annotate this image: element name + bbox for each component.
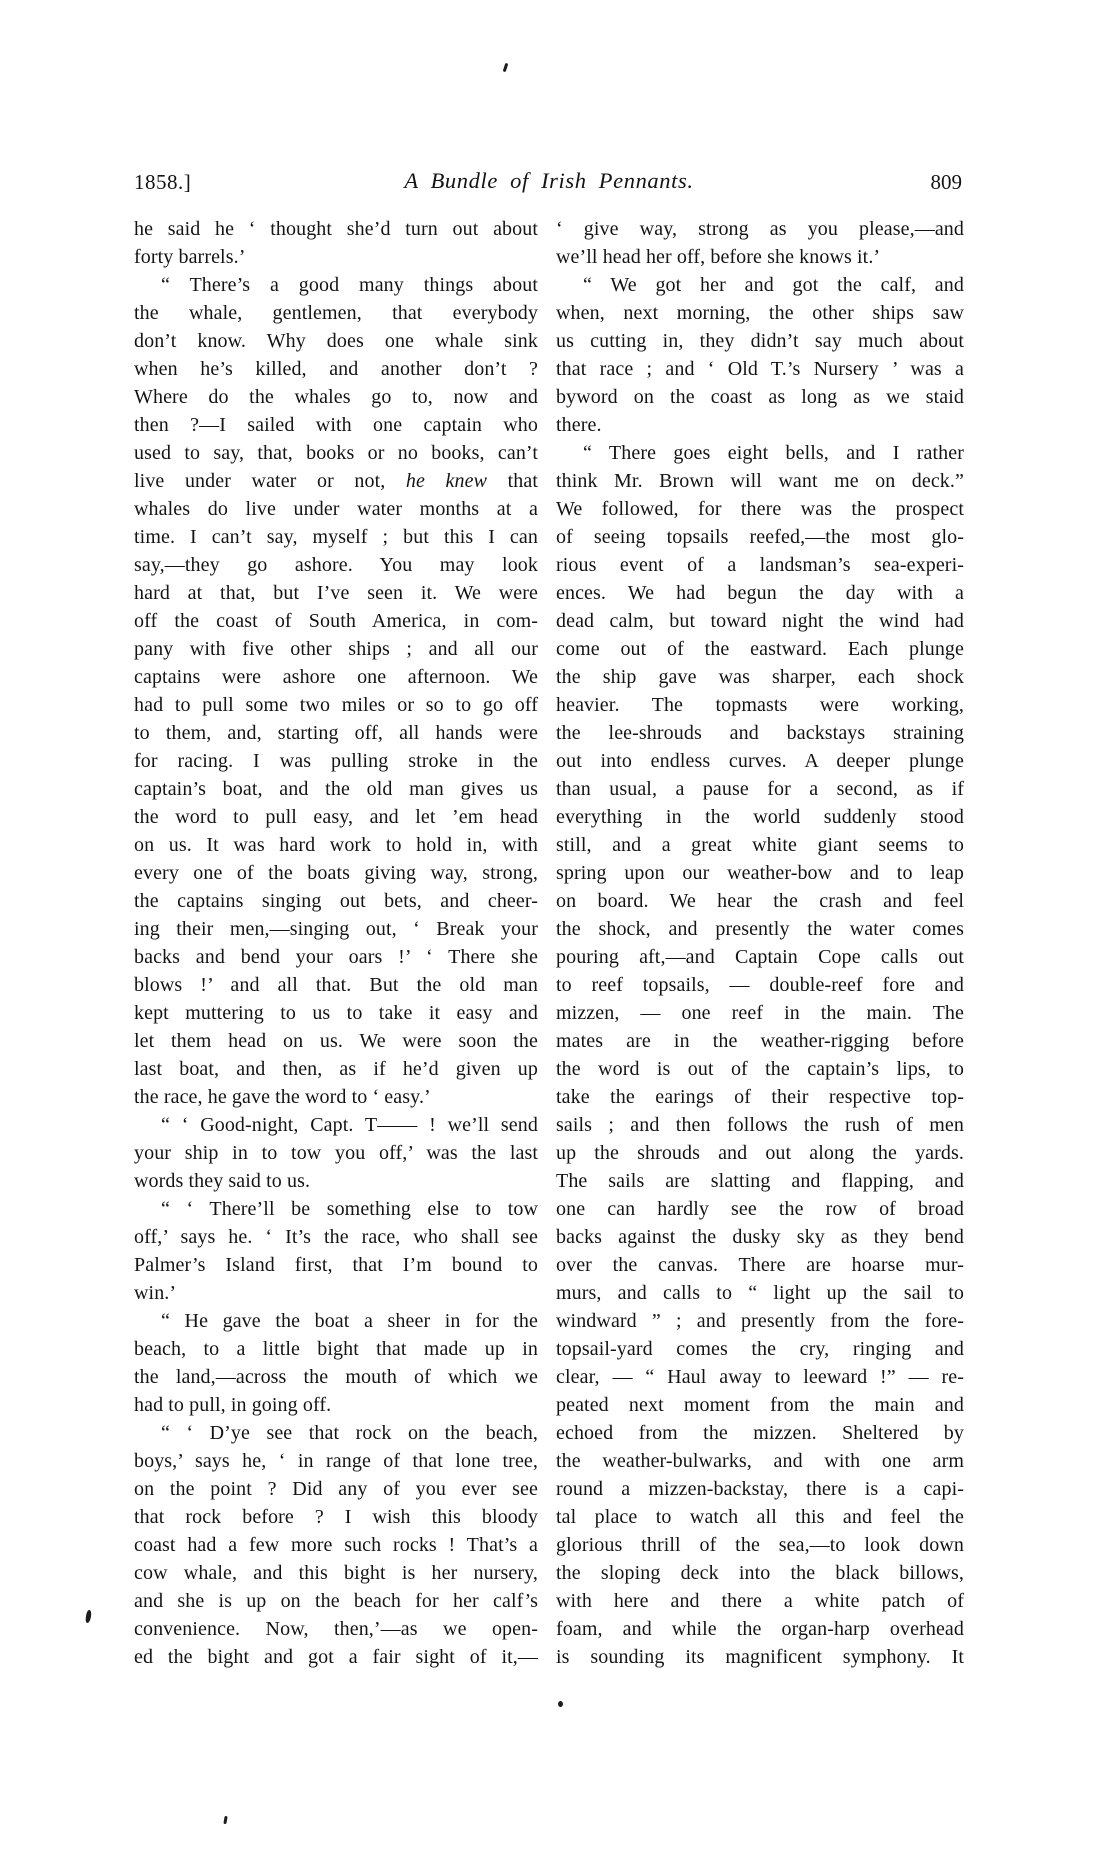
- text-line: to reef topsails, — double-reef fore and: [556, 974, 964, 996]
- text-line: ed the bight and got a fair sight of it,—: [134, 1646, 538, 1668]
- text-line: the word to pull easy, and let ’em head: [134, 806, 538, 828]
- text-line: of seeing topsails reefed,—the most glo-: [556, 526, 964, 548]
- text-line: We followed, for there was the prospect: [556, 498, 964, 520]
- text-line: had to pull, in going off.: [134, 1394, 332, 1416]
- text-line: words they said to us.: [134, 1170, 311, 1192]
- text-line: off,’ says he. ‘ It’s the race, who shall see: [134, 1226, 538, 1248]
- text-line: ‘ give way, strong as you please,—and: [556, 218, 964, 240]
- text-line: for racing. I was pulling stroke in the: [134, 750, 538, 772]
- text-line: mates are in the weather-rigging before: [556, 1030, 964, 1052]
- paragraph: [134, 1307, 538, 1419]
- text-line: Where do the whales go to, now and: [134, 386, 538, 408]
- text-line: take the earings of their respective top-: [556, 1086, 964, 1108]
- text-line: come out of the eastward. Each plunge: [556, 638, 964, 660]
- text-line: with here and there a white patch of: [556, 1590, 964, 1612]
- text-line: the ship gave was sharper, each shock: [556, 666, 964, 688]
- text-line: is sounding its magnificent symphony. It: [556, 1646, 964, 1668]
- text-line: think Mr. Brown will want me on deck.”: [556, 470, 964, 492]
- text-line: every one of the boats giving way, strong,: [134, 862, 538, 884]
- text-line: “ ‘ D’ye see that rock on the beach,: [161, 1422, 538, 1444]
- text-line: the captains singing out bets, and cheer-: [134, 890, 538, 912]
- header-year: 1858.]: [134, 170, 192, 194]
- text-line: captains were ashore one afternoon. We: [134, 666, 538, 688]
- text-line: your ship in to tow you off,’ was the last: [134, 1142, 538, 1164]
- text-line: forty barrels.’: [134, 246, 246, 268]
- text-line: ences. We had begun the day with a: [556, 582, 964, 604]
- scan-speck: [85, 1610, 92, 1624]
- scan-speck: [223, 1816, 227, 1824]
- text-line: foam, and while the organ-harp overhead: [556, 1618, 964, 1640]
- text-line: the weather-bulwarks, and with one arm: [556, 1450, 964, 1472]
- text-line: kept muttering to us to take it easy and: [134, 1002, 538, 1024]
- text-line: we’ll head her off, before she knows it.’: [556, 246, 881, 268]
- text-line: say,—they go ashore. You may look: [134, 554, 538, 576]
- text-line: Palmer’s Island first, that I’m bound to: [134, 1254, 538, 1276]
- text-line: there.: [556, 414, 602, 436]
- paragraph: [556, 439, 964, 1671]
- text-line: the land,—across the mouth of which we: [134, 1366, 538, 1388]
- right-column: [556, 215, 964, 1671]
- text-line: tal place to watch all this and feel the: [556, 1506, 964, 1528]
- text-line: “ We got her and got the calf, and: [583, 274, 964, 296]
- text-line: echoed from the mizzen. Sheltered by: [556, 1422, 964, 1444]
- text-line: still, and a great white giant seems to: [556, 834, 964, 856]
- text-line: cow whale, and this bight is her nursery,: [134, 1562, 538, 1584]
- text-line: topsail-yard comes the cry, ringing and: [556, 1338, 964, 1360]
- text-line: “ ‘ Good-night, Capt. T—— ! we’ll send: [161, 1114, 538, 1136]
- text-line: The sails are slatting and flapping, and: [556, 1170, 964, 1192]
- text-line: the word is out of the captain’s lips, to: [556, 1058, 964, 1080]
- text-line: windward ” ; and presently from the fore-: [556, 1310, 964, 1332]
- text-line: “ He gave the boat a sheer in for the: [161, 1310, 538, 1332]
- text-line: on the point ? Did any of you ever see: [134, 1478, 538, 1500]
- text-line: coast had a few more such rocks ! That’s a: [134, 1534, 538, 1556]
- text-line: byword on the coast as long as we staid: [556, 386, 964, 408]
- text-line: win.’: [134, 1282, 177, 1304]
- text-line: out into endless curves. A deeper plunge: [556, 750, 964, 772]
- paragraph: [556, 271, 964, 439]
- text-line: everything in the world suddenly stood: [556, 806, 964, 828]
- text-line: and she is up on the beach for her calf’s: [134, 1590, 538, 1612]
- text-line: the lee-shrouds and backstays straining: [556, 722, 964, 744]
- paragraph: [134, 215, 538, 271]
- text-line: that rock before ? I wish this bloody: [134, 1506, 538, 1528]
- paragraph: [134, 1195, 538, 1307]
- text-line: then ?—I sailed with one captain who: [134, 414, 538, 436]
- text-line: last boat, and then, as if he’d given up: [134, 1058, 538, 1080]
- text-line: captain’s boat, and the old man gives us: [134, 778, 538, 800]
- text-line: round a mizzen-backstay, there is a capi-: [556, 1478, 964, 1500]
- text-line: backs and bend your oars !’ ‘ There she: [134, 946, 538, 968]
- text-line: heavier. The topmasts were working,: [556, 694, 964, 716]
- paragraph: [134, 271, 538, 1111]
- text-line: pany with five other ships ; and all our: [134, 638, 538, 660]
- text-line: that race ; and ‘ Old T.’s Nursery ’ was a: [556, 358, 964, 380]
- text-line: to them, and, starting off, all hands were: [134, 722, 538, 744]
- paragraph: [134, 1419, 538, 1671]
- text-line: live under water or not, he knew that: [134, 470, 538, 492]
- text-line: convenience. Now, then,’—as we open-: [134, 1618, 538, 1640]
- text-line: the sloping deck into the black billows,: [556, 1562, 964, 1584]
- text-line: when he’s killed, and another don’t ?: [134, 358, 538, 380]
- text-line: murs, and calls to “ light up the sail to: [556, 1282, 964, 1304]
- text-line: up the shrouds and out along the yards.: [556, 1142, 964, 1164]
- text-line: clear, — “ Haul away to leeward !” — re-: [556, 1366, 964, 1388]
- text-line: had to pull some two miles or so to go off: [134, 694, 538, 716]
- header-title: A Bundle of Irish Pennants.: [404, 168, 694, 193]
- text-line: dead calm, but toward night the wind had: [556, 610, 964, 632]
- left-column: [134, 215, 538, 1671]
- text-line: when, next morning, the other ships saw: [556, 302, 964, 324]
- text-line: let them head on us. We were soon the: [134, 1030, 538, 1052]
- text-line: he said he ‘ thought she’d turn out about: [134, 218, 538, 240]
- text-line: mizzen, — one reef in the main. The: [556, 1002, 964, 1024]
- header-page-number: 809: [930, 170, 962, 194]
- text-line: over the canvas. There are hoarse mur-: [556, 1254, 964, 1276]
- text-line: the whale, gentlemen, that everybody: [134, 302, 538, 324]
- text-line: glorious thrill of the sea,—to look down: [556, 1534, 964, 1556]
- text-line: boys,’ says he, ‘ in range of that lone tree,: [134, 1450, 538, 1472]
- text-line: ing their men,—singing out, ‘ Break your: [134, 918, 538, 940]
- text-line: the shock, and presently the water comes: [556, 918, 964, 940]
- text-line: don’t know. Why does one whale sink: [134, 330, 538, 352]
- text-line: used to say, that, books or no books, can’t: [134, 442, 538, 464]
- text-line: on board. We hear the crash and feel: [556, 890, 964, 912]
- text-line: than usual, a pause for a second, as if: [556, 778, 964, 800]
- text-line: us cutting in, they didn’t say much about: [556, 330, 964, 352]
- text-line: hard at that, but I’ve seen it. We were: [134, 582, 538, 604]
- text-line: pouring aft,—and Captain Cope calls out: [556, 946, 964, 968]
- text-line: blows !’ and all that. But the old man: [134, 974, 538, 996]
- text-line: one can hardly see the row of broad: [556, 1198, 964, 1220]
- text-line: on us. It was hard work to hold in, with: [134, 834, 538, 856]
- page-header: [134, 170, 964, 202]
- text-line: “ There’s a good many things about: [161, 274, 538, 296]
- text-line: off the coast of South America, in com-: [134, 610, 538, 632]
- text-line: the race, he gave the word to ‘ easy.’: [134, 1086, 431, 1108]
- text-line: peated next moment from the main and: [556, 1394, 964, 1416]
- paragraph: [134, 1111, 538, 1195]
- text-line: whales do live under water months at a: [134, 498, 538, 520]
- text-line: sails ; and then follows the rush of men: [556, 1114, 964, 1136]
- scan-speck: [503, 63, 509, 72]
- text-line: time. I can’t say, myself ; but this I can: [134, 526, 538, 548]
- scan-speck: [558, 1701, 563, 1707]
- text-line: rious event of a landsman’s sea-experi-: [556, 554, 964, 576]
- text-line: spring upon our weather-bow and to leap: [556, 862, 964, 884]
- text-line: beach, to a little bight that made up in: [134, 1338, 538, 1360]
- paragraph: [556, 215, 964, 271]
- text-line: “ ‘ There’ll be something else to tow: [161, 1198, 538, 1220]
- text-line: “ There goes eight bells, and I rather: [583, 442, 964, 464]
- text-line: backs against the dusky sky as they bend: [556, 1226, 964, 1248]
